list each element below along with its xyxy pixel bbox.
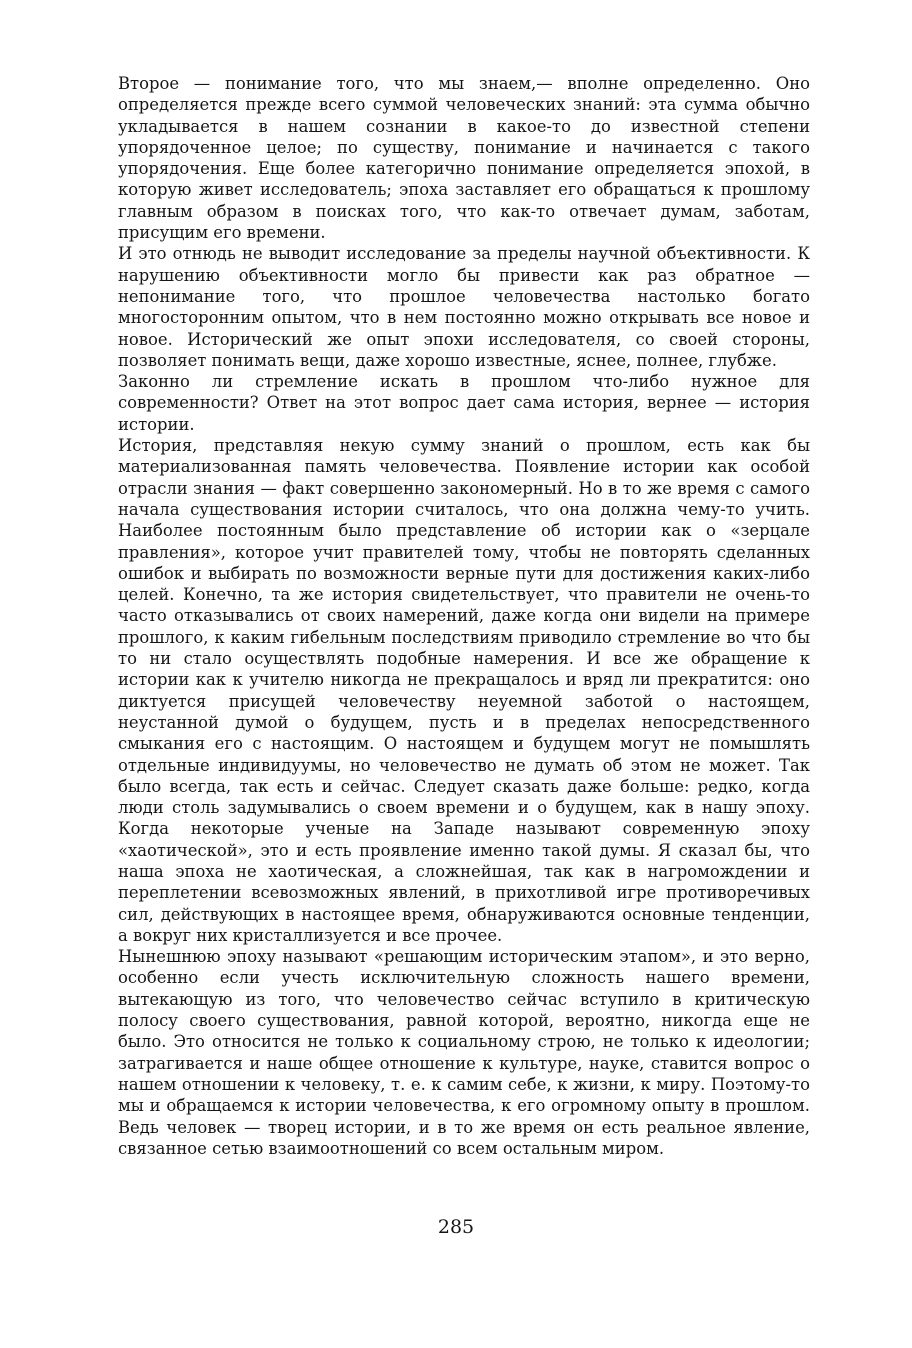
paragraph-4: История, представляя некую сумму знаний о прошлом, есть как бы материализованная память человечества. Появление истории как особой отрасли знания — факт совершенно закономерный. Но в то же время с самого начала существования истории считалось, что она должна чему-то учить. Наиболее постоянным было представление об истории как о «зерцале правления», которое учит правителей тому, чтобы не повторять сделанных ошибок и выбирать по возможности верные пути для достижения каких-либо целей. Конечно, та же история свидетельствует, что правители не очень-то часто отказывались от своих намерений, даже когда они видели на примере прошлого, к каким гибельным последствиям приводило стремление во что бы то ни стало осуществлять подобные намерения. И все же обращение к истории как к учителю никогда не прекращалось и вряд ли прекратится: оно диктуется присущей человечеству неуемной заботой о настоящем, неустанной думой о будущем, пусть и в пределах непосредственного смыкания его с настоящим. О настоящем и будущем могут не помышлять отдельные индивидуумы, но человечество не думать об этом не может. Так было всегда, так есть и сейчас. Следует сказать даже больше: редко, когда люди столь задумывались о своем времени и о будущем, как в нашу эпоху. Когда некоторые ученые на Западе называют современную эпоху «хаотической», это и есть проявление именно такой думы. Я сказал бы, что наша эпоха не хаотическая, а сложнейшая, так как в нагромождении и переплетении всевозможных явлений, в прихотливой игре противоречивых сил, действующих в настоящее время, обнаруживаются основные тенденции, а вокруг них кристаллизуется и все прочее. [118,436,810,945]
body-text [118,73,810,1159]
paragraph-5: Нынешнюю эпоху называют «решающим историческим этапом», и это верно, особенно если учесть исключительную сложность нашего времени, вытекающую из того, что человечество сейчас вступило в критическую полосу своего существования, равной которой, вероятно, никогда еще не было. Это относится не только к социальному строю, не только к идеологии; затрагивается и наше общее отношение к культуре, науке, ставится вопрос о нашем отношении к человеку, т. е. к самим себе, к жизни, к миру. Поэтому-то мы и обращаемся к истории человечества, к его огромному опыту в прошлом. Ведь человек — творец истории, и в то же время он есть реальное явление, связанное сетью взаимоотношений со всем остальным миром. [118,947,810,1158]
paragraph-2: И это отнюдь не выводит исследование за пределы научной объективности. К нарушению объективности могло бы привести как раз обратное — непонимание того, что прошлое человечества настолько богато многосторонним опытом, что в нем постоянно можно открывать все новое и новое. Исторический же опыт эпохи исследователя, со своей стороны, позволяет понимать вещи, даже хорошо известные, яснее, полнее, глубже. [118,244,810,370]
paragraph-3: Законно ли стремление искать в прошлом что-либо нужное для современности? Ответ на этот вопрос дает сама история, вернее — история истории. [118,372,810,434]
paragraph-1: Второе — понимание того, что мы знаем,— вполне определенно. Оно определяется прежде всего суммой человеческих знаний: эта сумма обычно укладывается в нашем сознании в какое-то до известной степени упорядоченное целое; по существу, понимание и начинается с такого упорядочения. Еще более категорично понимание определяется эпохой, в которую живет исследователь; эпоха заставляет его обращаться к прошлому главным образом в поисках того, что как-то отвечает думам, заботам, присущим его времени. [118,74,810,243]
page-number: 285 [437,1216,475,1238]
